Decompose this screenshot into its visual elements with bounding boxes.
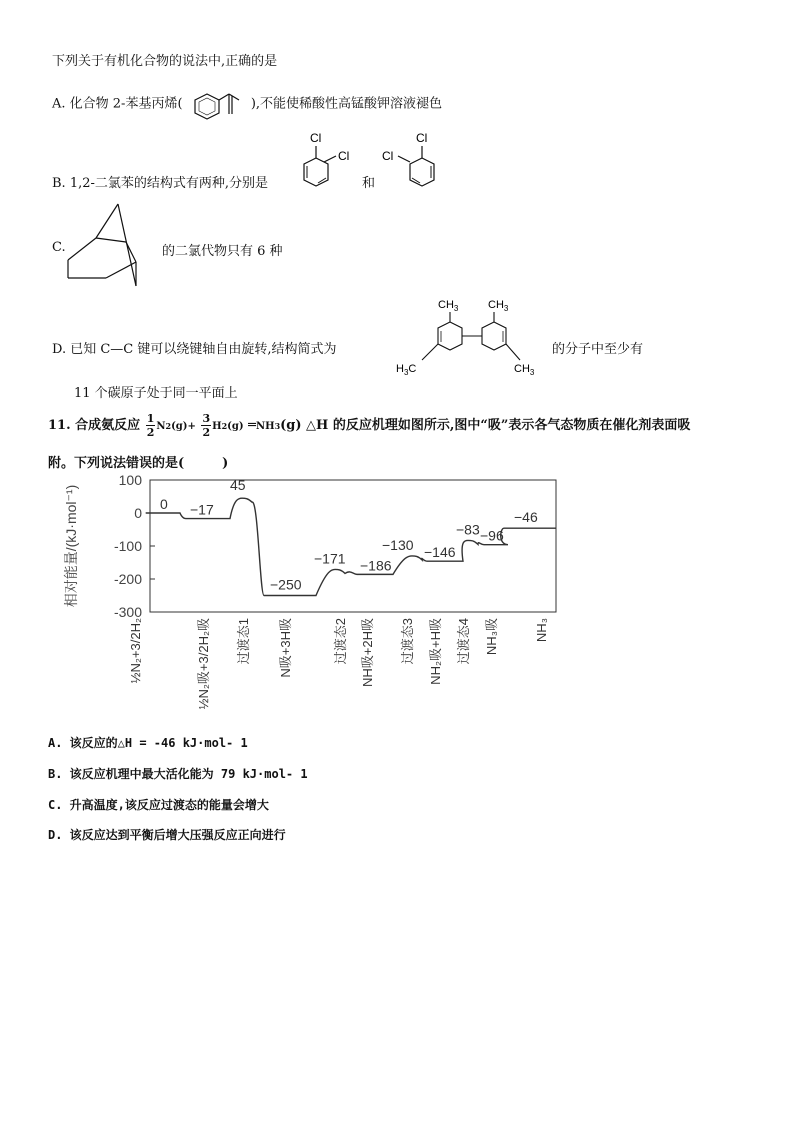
- y-tick-label: 100: [118, 472, 142, 488]
- option-d-prefix: D. 已知 C—C 键可以绕键轴自由旋转,结构简式为: [52, 342, 337, 357]
- cl-label-4: Cl: [416, 131, 428, 145]
- level-label: 45: [230, 477, 246, 494]
- q11-option-b: B. 该反应机理中最大活化能为 79 kJ·mol- 1: [48, 767, 308, 781]
- cl-label-2: Cl: [338, 149, 350, 163]
- q11-rest: (g) △H 的反应机理如图所示,图中“吸”表示各气态物质在催化剂表面吸: [280, 418, 691, 433]
- category-label: NH₃: [534, 618, 549, 643]
- q11-lead: 合成氨反应: [75, 418, 141, 433]
- level-label: −46: [514, 509, 538, 526]
- y-tick-label: -100: [113, 538, 142, 554]
- level-label: −250: [270, 576, 302, 593]
- level-label: −83: [456, 521, 480, 538]
- category-label: 过渡态1: [236, 618, 251, 665]
- category-label: NH₃吸: [484, 618, 499, 656]
- level-label: 0: [160, 496, 168, 512]
- q11-number: 11.: [48, 418, 71, 433]
- ch3-label-2: $CH_3$: [488, 299, 509, 313]
- option-b-prefix: B. 1,2-二氯苯的结构式有两种,分别是: [52, 176, 269, 191]
- category-label: 过渡态4: [456, 618, 471, 665]
- level-label: −130: [382, 536, 414, 553]
- category-label: 过渡态2: [333, 618, 348, 665]
- cl-label-3: Cl: [382, 149, 394, 163]
- option-a-suffix: ),不能使稀酸性高锰酸钾溶液褪色: [250, 96, 443, 112]
- category-label: 过渡态3: [400, 618, 415, 665]
- category-label: NH₂吸+H吸: [428, 618, 443, 685]
- plot-frame: [150, 480, 556, 612]
- y-tick-label: -300: [113, 604, 142, 620]
- category-label: ½N₂吸+3/2H₂吸: [196, 618, 211, 710]
- ch3-label-1: $CH_3$: [438, 299, 459, 313]
- option-c-suffix: 的二氯代物只有 6 种: [162, 244, 283, 259]
- y-tick-label: 0: [134, 505, 142, 521]
- option-d-continuation: 11 个碳原子处于同一平面上: [74, 386, 238, 401]
- option-c-prefix: C.: [52, 240, 66, 255]
- q11-option-d: D. 该反应达到平衡后增大压强反应正向进行: [48, 828, 286, 842]
- y-axis-title: 相对能量/(kJ·mol⁻¹): [63, 484, 79, 608]
- ch3-label-3: $CH_3$: [514, 363, 535, 377]
- option-b-and: 和: [362, 176, 376, 191]
- y-tick-label: -200: [113, 571, 142, 587]
- q11-stem-line1: 11. 合成氨反应 $\frac{1}{2}$ N2(g)+ $\frac{3}{2}$ H2(g) ═NH3(g) △H 的反应机理如图所示,图中“吸”表示各气态物质在催化剂表面吸: [48, 412, 691, 439]
- level-label: −17: [190, 501, 214, 518]
- fraction-half: $\frac{1}{2}$: [146, 412, 155, 439]
- option-a-prefix: A. 化合物 2-苯基丙烯(: [52, 96, 183, 112]
- fraction-three-halves: $\frac{3}{2}$: [202, 412, 211, 439]
- cl-label-1: Cl: [310, 131, 322, 145]
- q11-stem-line2: 附。下列说法错误的是( ): [48, 456, 229, 471]
- level-label: −186: [360, 557, 392, 574]
- q10-stem: 下列关于有机化合物的说法中,正确的是: [52, 54, 278, 69]
- category-label: ½N₂+3/2H₂: [128, 618, 143, 684]
- category-label: NH吸+2H吸: [360, 618, 375, 687]
- q11-option-a: A. 该反应的△H = -46 kJ·mol- 1: [48, 736, 248, 750]
- option-d-suffix: 的分子中至少有: [552, 342, 644, 357]
- h3c-label: $H_3C$: [396, 363, 417, 377]
- category-label: N吸+3H吸: [278, 618, 293, 678]
- level-label: −146: [424, 544, 456, 561]
- level-label: −96: [480, 527, 504, 544]
- q11-option-c: C. 升高温度,该反应过渡态的能量会增大: [48, 798, 269, 812]
- level-label: −171: [314, 550, 346, 567]
